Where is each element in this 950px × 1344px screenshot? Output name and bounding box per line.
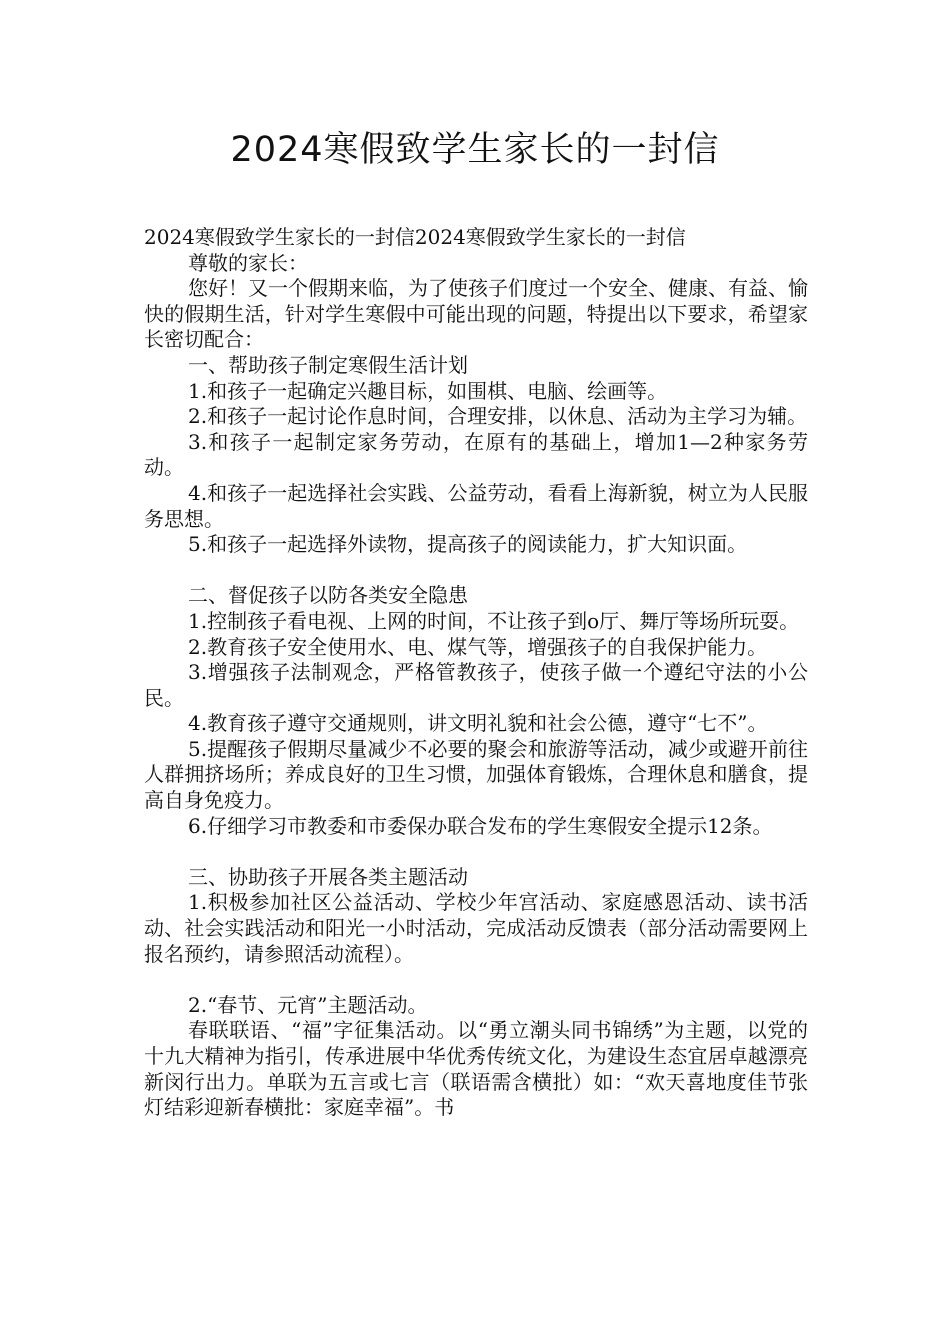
paragraph: 5.和孩子一起选择外读物，提高孩子的阅读能力，扩大知识面。 xyxy=(188,532,748,557)
paragraph: 2.“春节、元宵”主题活动。 xyxy=(188,992,428,1017)
paragraph: 3.增强孩子法制观念，严格管教孩子，使孩子做一个遵纪守法的小公民。 xyxy=(144,660,808,710)
paragraph: 二、督促孩子以防各类安全隐患 xyxy=(188,583,468,608)
paragraph: 三、协助孩子开展各类主题活动 xyxy=(188,864,468,889)
paragraph: 4.和孩子一起选择社会实践、公益劳动，看看上海新貌，树立为人民服务思想。 xyxy=(144,480,808,531)
paragraph: 5.提醒孩子假期尽量减少不必要的聚会和旅游等活动，减少或避开前往人群拥挤场所；养成良好的卫生习惯，加强体育锻炼，合理休息和膳食，提高自身免疫力。 xyxy=(144,736,808,813)
paragraph: 4.教育孩子遵守交通规则，讲文明礼貌和社会公德，遵守“七不”。 xyxy=(188,711,768,736)
paragraph: 2024寒假致学生家长的一封信2024寒假致学生家长的一封信 xyxy=(144,225,686,249)
paragraph: 2.教育孩子安全使用水、电、煤气等，增强孩子的自我保护能力。 xyxy=(188,634,768,659)
paragraph: 尊敬的家长： xyxy=(188,250,308,275)
paragraph: 您好！又一个假期来临，为了使孩子们度过一个安全、健康、有益、愉快的假期生活，针对学生寒假中可能出现的问题，特提出以下要求，希望家长密切配合： xyxy=(144,276,808,352)
paragraph: 春联联语、“福”字征集活动。以“勇立潮头同书锦绣”为主题，以党的十九大精神为指引，传承进展中华优秀传统文化，为建设生态宜居卓越漂亮新闵行出力。单联为五言或七言（联语需含横批）如：“欢天喜地度佳节张灯结彩迎新春横批：家庭幸福”。书 xyxy=(144,1018,808,1120)
paragraph: 2.和孩子一起讨论作息时间，合理安排，以休息、活动为主学习为辅。 xyxy=(188,404,808,429)
paragraph: 一、帮助孩子制定寒假生活计划 xyxy=(188,352,468,377)
document-body xyxy=(144,225,808,1121)
document-title: 2024寒假致学生家长的一封信 xyxy=(230,130,720,170)
paragraph: 1.控制孩子看电视、上网的时间，不让孩子到o厅、舞厅等场所玩耍。 xyxy=(188,608,800,633)
paragraph: 6.仔细学习市教委和市委保办联合发布的学生寒假安全提示12条。 xyxy=(188,813,773,838)
paragraph: 1.和孩子一起确定兴趣目标，如围棋、电脑、绘画等。 xyxy=(188,378,668,403)
paragraph: 3.和孩子一起制定家务劳动，在原有的基础上，增加1—2种家务劳动。 xyxy=(144,429,808,480)
paragraph: 1.积极参加社区公益活动、学校少年宫活动、家庭感恩活动、读书活动、社会实践活动和阳光一小时活动，完成活动反馈表（部分活动需要网上报名预约，请参照活动流程）。 xyxy=(144,890,808,966)
